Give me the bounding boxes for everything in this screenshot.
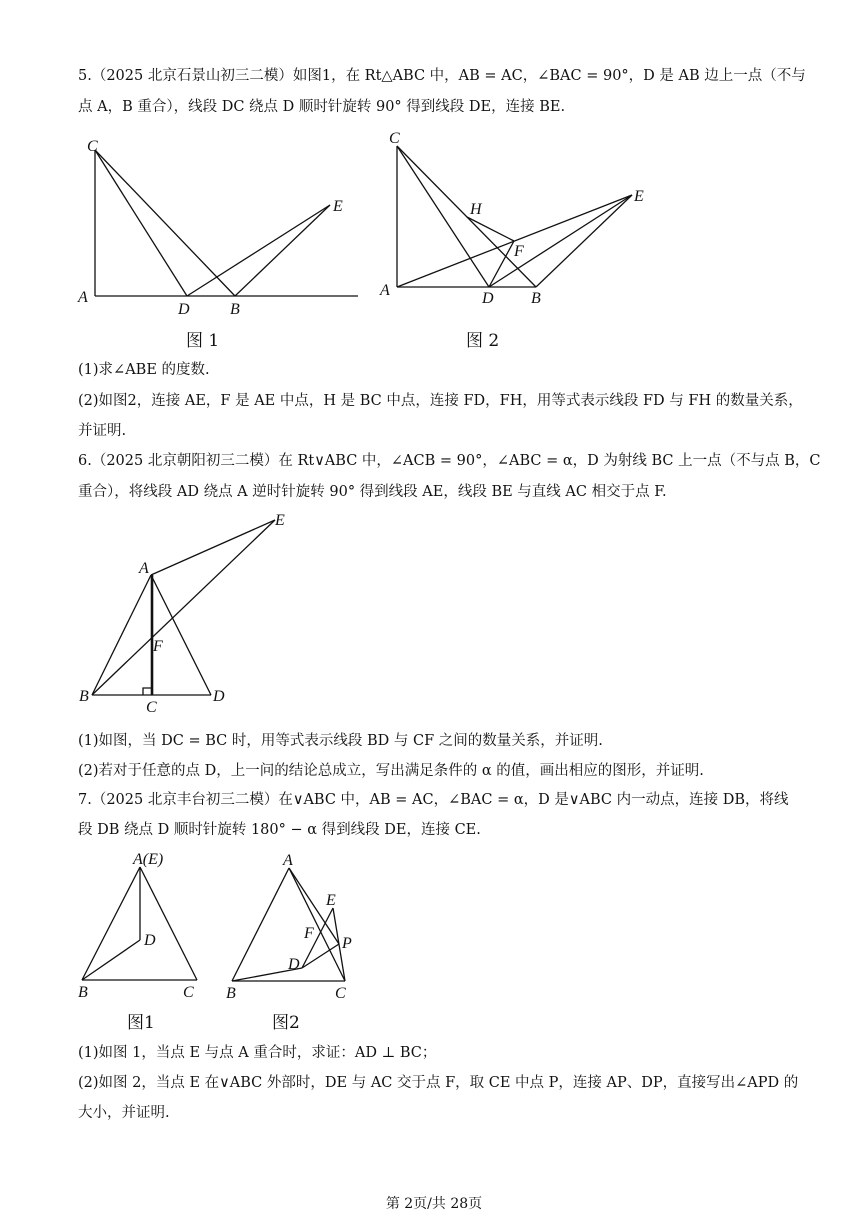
p5f1-label-c: C (87, 138, 98, 155)
p7f1-label-c: C (183, 984, 194, 1001)
p7-question-2-line1: (2)如图 2，当点 E 在∨ABC 外部时，DE 与 AC 交于点 F，取 CE 中点 P，连接 AP、DP，直接写出∠APD 的 (78, 1075, 799, 1091)
p5-figure-1 (75, 130, 365, 320)
p5f1-label-d: D (178, 301, 190, 318)
p7f2-label-c: C (335, 985, 346, 1002)
p7-stem-line2: 段 DB 绕点 D 顺时针旋转 180° − α 得到线段 DE，连接 CE. (78, 822, 481, 838)
p5-figure-1-caption: 图 1 (186, 331, 220, 351)
p7f2-label-p: P (342, 935, 352, 952)
p5f2-label-e: E (634, 188, 644, 205)
p5-question-2-line1: (2)如图2，连接 AE，F 是 AE 中点，H 是 BC 中点，连接 FD，FH，用等式表示线段 FD 与 FH 的数量关系， (78, 393, 803, 409)
p7f2-label-a: A (283, 852, 293, 869)
p7-figure-2-caption: 图2 (272, 1013, 300, 1033)
p5f1-label-b: B (230, 301, 240, 318)
p7-question-2-line2: 大小，并证明. (78, 1105, 170, 1121)
p6-figure (75, 505, 295, 720)
p7-stem-line1: 7.（2025 北京丰台初三二模）在∨ABC 中，AB = AC，∠BAC = α，D 是∨ABC 内一动点，连接 DB，将线 (78, 792, 789, 808)
p6-question-1: (1)如图，当 DC = BC 时，用等式表示线段 BD 与 CF 之间的数量关系，并证明. (78, 733, 603, 749)
p7f2-label-e: E (326, 892, 336, 909)
p7f1-label-a: A(E) (133, 851, 164, 868)
p5f2-label-h: H (470, 201, 482, 218)
p6-label-c: C (146, 699, 157, 716)
p5f2-label-f: F (514, 243, 524, 260)
p7-figure-1 (75, 845, 205, 1005)
p7-figure-2 (222, 848, 362, 1008)
p5-figure-2 (380, 125, 660, 315)
p5f2-label-c: C (389, 130, 400, 147)
p5-figure-2-caption: 图 2 (466, 331, 500, 351)
p7-figure-1-caption: 图1 (127, 1013, 155, 1033)
p7f2-label-b: B (226, 985, 236, 1002)
p5-question-1: (1)求∠ABE 的度数. (78, 362, 210, 378)
p6-label-d: D (213, 688, 225, 705)
p6-stem-line2: 重合），将线段 AD 绕点 A 逆时针旋转 90° 得到线段 AE，线段 BE 与直线 AC 相交于点 F. (78, 484, 667, 500)
p5f1-label-e: E (333, 198, 343, 215)
p6-label-a: A (139, 560, 149, 577)
p5-question-2-line2: 并证明. (78, 423, 127, 439)
p5-stem-line1: 5.（2025 北京石景山初三二模）如图1，在 Rt△ABC 中，AB = AC，∠BAC = 90°，D 是 AB 边上一点（不与 (78, 68, 806, 84)
p6-label-f: F (153, 638, 163, 655)
p7f1-label-d: D (144, 932, 156, 949)
page-footer: 第 2页/共 28页 (385, 1196, 483, 1212)
p7f2-label-f: F (304, 925, 314, 942)
p5f2-label-b: B (531, 290, 541, 307)
p7-question-1: (1)如图 1，当点 E 与点 A 重合时，求证：AD ⊥ BC； (78, 1045, 437, 1061)
p5-stem-line2: 点 A，B 重合），线段 DC 绕点 D 顺时针旋转 90° 得到线段 DE，连接 BE. (78, 99, 566, 115)
p6-label-e: E (275, 512, 285, 529)
p7f1-label-b: B (78, 984, 88, 1001)
p6-stem-line1: 6.（2025 北京朝阳初三二模）在 Rt∨ABC 中，∠ACB = 90°，∠ABC = α，D 为射线 BC 上一点（不与点 B，C (78, 453, 821, 469)
p5f2-label-a: A (380, 282, 390, 299)
p5f1-label-a: A (78, 289, 88, 306)
p5f2-label-d: D (482, 290, 494, 307)
p6-question-2: (2)若对于任意的点 D，上一问的结论总成立，写出满足条件的 α 的值，画出相应的图形，并证明. (78, 763, 704, 779)
p7f2-label-d: D (288, 956, 300, 973)
p6-label-b: B (79, 688, 89, 705)
